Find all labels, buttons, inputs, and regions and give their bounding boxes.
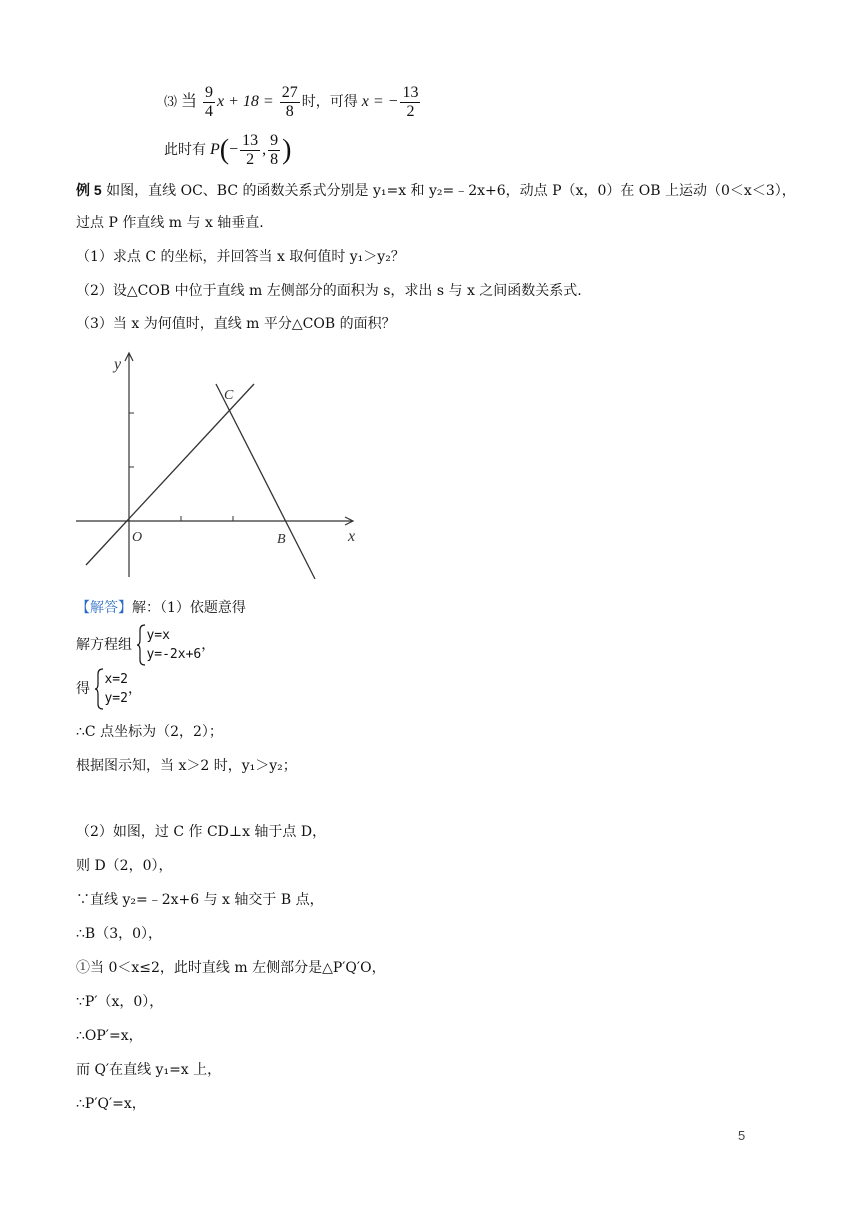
part2-line8: 而 Q′在直线 y₁=x 上，	[76, 1062, 222, 1078]
fraction-9-8-p: $\frac{9}{8}$	[270, 132, 279, 168]
brace-icon	[136, 624, 146, 666]
question-3: （3）当 x 为何值时，直线 m 平分△COB 的面积？	[76, 316, 396, 332]
step3-cishi: 此时有	[164, 143, 206, 159]
part2-line6: ∵P′（x，0），	[76, 994, 164, 1010]
line-bc	[216, 384, 315, 579]
point-c-label: C	[224, 388, 234, 403]
example5-line2: 过点 P 作直线 m 与 x 轴垂直.	[76, 215, 264, 231]
solve-label: 解方程组	[76, 637, 132, 653]
example5-line1	[76, 180, 796, 201]
system-2: 得 x=2 y=2 ，	[76, 668, 142, 710]
fraction-13-2-p: $\frac{13}{2}$	[242, 132, 259, 168]
c-coordinate: ∴C 点坐标为（2，2）；	[76, 724, 223, 740]
y-axis-label: y	[114, 356, 122, 373]
step3-label: ⑶	[164, 94, 178, 110]
step3-point: 此时有 P(− $\frac{13}{2}$ , $\frac{9}{8}$ )	[164, 132, 292, 168]
coordinate-figure	[70, 345, 370, 585]
system-1-equations: y=x y=-2x+6	[146, 628, 202, 662]
step3-equation	[164, 84, 422, 121]
solution-intro-text: 解：（1）依题意得	[132, 600, 246, 616]
point-b-label: B	[277, 532, 286, 547]
step3-shi: 时，可得	[301, 95, 358, 111]
solution-intro	[76, 598, 246, 618]
fraction-13-2: $\frac{13}{2}$	[402, 84, 419, 120]
fraction-9-4: $\frac{9}{4}$	[205, 84, 214, 120]
de-label: 得	[76, 681, 90, 697]
part2-line5: ①当 0＜x≤2，此时直线 m 左侧部分是△P′Q′O，	[76, 960, 386, 976]
line-oc	[86, 384, 254, 565]
part2-line4: ∴B（3，0），	[76, 926, 163, 942]
step3-dang: 当	[181, 93, 198, 111]
point-p: P	[210, 141, 220, 159]
x-plus-18: x + 18 =	[217, 93, 274, 111]
question-1: （1）求点 C 的坐标，并回答当 x 取何值时 y₁＞y₂？	[76, 249, 405, 265]
system-1: 解方程组 y=x y=-2x+6 ，	[76, 624, 215, 666]
part2-line2: 则 D（2，0），	[76, 858, 173, 874]
part2-line1: （2）如图，过 C 作 CD⊥x 轴于点 D，	[76, 824, 327, 840]
origin-label: O	[132, 530, 143, 545]
part2-line7: ∴OP′=x，	[76, 1028, 143, 1044]
part2-line3: ∵直线 y₂=﹣2x+6 与 x 轴交于 B 点，	[76, 892, 324, 908]
from-graph: 根据图示知，当 x＞2 时，y₁＞y₂；	[76, 758, 297, 774]
example5-text1: 如图，直线 OC、BC 的函数关系式分别是 y₁=x 和 y₂=﹣2x+6，动点 P（x，0）在 OB 上运动（0＜x＜3），	[106, 183, 796, 199]
x-axis-label: x	[348, 528, 356, 545]
part2-line9: ∴P′Q′=x，	[76, 1096, 146, 1112]
page-number: 5	[738, 1128, 746, 1143]
fraction-27-8: $\frac{27}{8}$	[281, 84, 298, 120]
system-2-equations: x=2 y=2	[104, 672, 128, 706]
example5-title: 例 5	[76, 182, 102, 198]
brace-icon	[94, 668, 104, 710]
solution-tag: 【解答】	[76, 600, 132, 616]
question-2: （2）设△COB 中位于直线 m 左侧部分的面积为 s，求出 s 与 x 之间函数关系式.	[76, 283, 582, 299]
x-equals: x = −	[361, 93, 399, 111]
